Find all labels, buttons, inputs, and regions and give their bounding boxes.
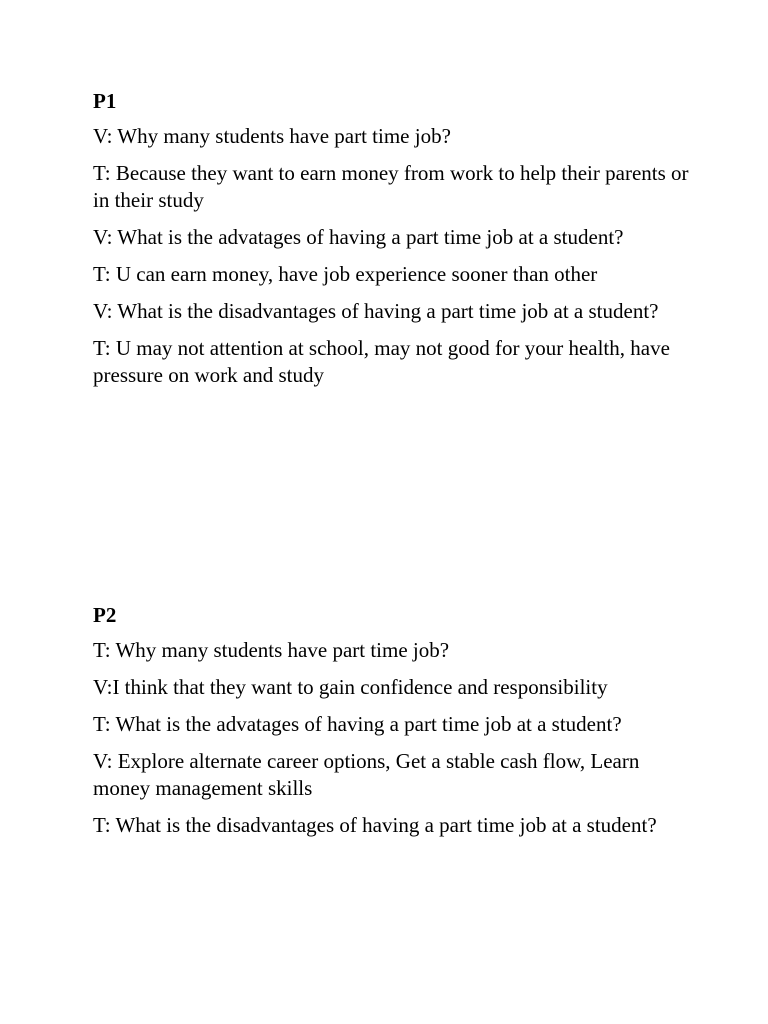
dialogue-line: V: Why many students have part time job? xyxy=(93,124,451,148)
section-p2 xyxy=(93,602,693,849)
dialogue-line: V: What is the disadvantages of having a part time job at a student? xyxy=(93,299,659,323)
dialogue-line: T: U can earn money, have job experience sooner than other xyxy=(93,262,598,286)
dialogue-line: T: What is the disadvantages of having a part time job at a student? xyxy=(93,813,657,837)
dialogue-line: V: Explore alternate career options, Get a stable cash flow, Learn money management skills xyxy=(93,749,640,800)
dialogue-line: T: Because they want to earn money from work to help their parents or in their study xyxy=(93,161,689,212)
dialogue-line: V: What is the advatages of having a part time job at a student? xyxy=(93,225,624,249)
dialogue-line: T: Why many students have part time job? xyxy=(93,638,450,662)
dialogue-line: V:I think that they want to gain confidence and responsibility xyxy=(93,675,608,699)
dialogue-line: T: What is the advatages of having a part time job at a student? xyxy=(93,712,622,736)
section-heading: P1 xyxy=(93,89,117,113)
section-heading: P2 xyxy=(93,603,117,627)
section-p1 xyxy=(93,88,693,399)
dialogue-line: T: U may not attention at school, may not good for your health, have pressure on work and study xyxy=(93,336,670,387)
